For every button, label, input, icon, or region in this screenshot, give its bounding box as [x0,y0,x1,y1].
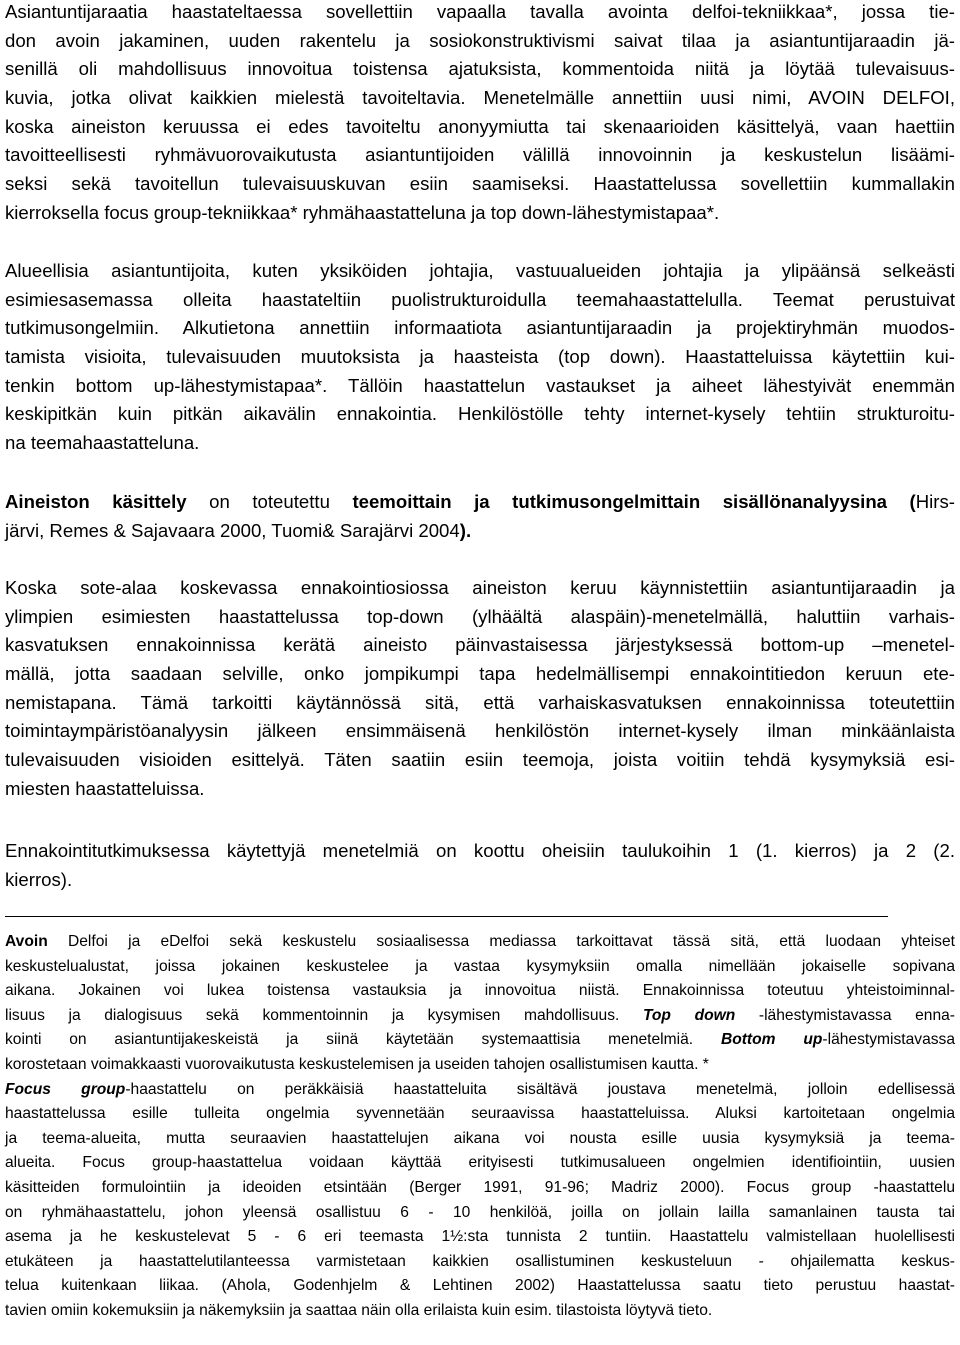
text-line: na teemahaastatteluna. [5,432,200,454]
bold-term: Avoin [5,933,48,950]
footnote-line: etukäteen ja haastattelutilanteessa varmistetaan kaikkien osallistuminen keskusteluun - ohjailematta keskus- [5,1252,955,1270]
footnote-line: korostetaan voimakkaasti vuorovaikutusta keskustelemisen ja useiden tahojen osallistumisen kautta. * [5,1055,709,1073]
text-line: seksi sekä tavoitellun tulevaisuuskuvan esiin saamiseksi. Haastattelussa sovellettiin kummallakin [5,173,955,195]
paragraph-aineiston-kasittely [5,488,955,545]
text-line: tavoitteellisesti ryhmävuorovaikutusta asiantuntijoiden välillä innovoinnin ja keskustelun lisäämi- [5,144,955,166]
text-line: tutkimusongelmiin. Alkutietona annettiin informaatiota asiantuntijaraadin ja projektiryhmän muodos- [5,317,955,339]
text-line: mällä, jotta saadaan selville, onko jompikumpi tapa hedelmällisempi ennakointitiedon keruun ete- [5,663,955,685]
text-line: Asiantuntijaraatia haastateltaessa sovellettiin vapaalla tavalla avointa delfoi-tekniikkaa*, jossa tie- [5,1,955,22]
footnote-line: ja teema-alueita, mutta seuraavien haastattelujen aikana voi nousta esille uusia kysymyksiä ja teema- [5,1129,955,1147]
text-span: on toteutettu [186,491,353,512]
paragraph-menetelmat [5,837,955,894]
text-line: Ennakointitutkimuksessa käytettyjä menetelmiä on koottu oheisiin taulukoihin 1 (1. kierros) ja 2 (2. [5,840,955,861]
bold-term: ). [459,519,472,541]
footnote-line [5,930,955,955]
bold-term: teemoittain ja tutkimusongelmittain sisällönanalyysina ( [352,491,916,512]
footnote [5,930,955,1324]
footnote-line: alueita. Focus group-haastattelua voidaan käyttää erityisesti tutkimusalueen ongelmien identifiointiin, uusien [5,1154,955,1172]
footnote-line: telua kuitenkaan liikaa. (Ahola, Godenhjelm & Lehtinen 2002) Haastattelussa saatu tieto perustuu haastat- [5,1277,955,1295]
footnote-separator [5,916,888,917]
text-line: senillä oli mahdollisuus innovoitua toistensa ajatuksista, kommentoida niitä ja löytää tulevaisuus- [5,58,955,80]
footnote-line: on ryhmähaastattelu, johon yleensä osallistuu 6 - 10 henkilöä, joilla on jollain lailla samanlainen tausta tai [5,1203,955,1221]
footnote-line: keskustelualustat, joissa jokainen keskustelee ja vastaa kysymyksiin omalla nimellään jokaiselle sopivana [5,957,955,975]
text-line: ylimpien esimiesten haastattelussa top-down (ylhäältä alaspäin)-menetelmällä, haluttiin varhais- [5,605,955,627]
bold-italic-term: Focus group [5,1080,126,1098]
text-span: Delfoi ja eDelfoi sekä keskustelu sosiaalisessa mediassa tarkoittavat tässä sitä, että luodaan yhteiset [47,933,955,950]
text-line: esimiesasemassa olleita haastateltiin puolistrukturoidulla teemahaastattelulla. Teemat perustuivat [5,288,955,310]
text-line: kierros). [5,868,73,890]
text-span: järvi, Remes & Sajavaara 2000, Tuomi& Sarajärvi 2004 [5,519,460,541]
bold-term: Aineiston käsittely [5,491,187,512]
footnote-line: aikana. Jokainen voi lukea toistensa vastauksia ja innovoitua niistä. Ennakoinnissa toteutuu yhteistoiminnal- [5,982,955,1000]
text-line: tamista visioita, tulevaisuuden muutoksista ja haasteista (top down). Haastatteluissa käytettiin kui- [5,346,955,368]
paragraph-avoin-delfoi [5,0,955,228]
text-span: -lähestymistavassa [822,1031,956,1049]
bold-italic-term: Top down [642,1006,736,1024]
paragraph-alueelliset-asiantuntijat [5,257,955,458]
footnote-line [5,1028,955,1053]
text-line: kasvatuksen ennakoinnissa kerätä aineisto päinvastaisessa järjestyksessä bottom-up –menetel- [5,634,955,656]
text-line: don avoin jakaminen, uuden rakentelu ja sosiokonstruktivismi saivat tilaa ja asiantuntijaraadin jä- [5,29,955,51]
footnote-line: tavien omiin kokemuksiin ja näkemyksiin ja saattaa näin olla erilaista kuin esim. tilastoista löytyvä tieto. [5,1301,713,1319]
footnote-line: haastattelussa esille tulleita ongelmia syvennetään seuraavissa haastatteluissa. Aluksi kartoitetaan ongelmia [5,1105,955,1123]
text-line: tenkin bottom up-lähestymistapaa*. Tällöin haastattelun vastaukset ja aiheet lähestyivät enemmän [5,374,955,396]
text-line: kuvia, jotka olivat kaikkien mielestä tavoiteltavia. Menetelmälle annettiin uusi nimi, AVOIN DELFOI, [5,87,955,109]
text-line: nemistapana. Tämä tarkoitti käytännössä sitä, että varhaiskasvatuksen ennakoinnissa toteutettiin [5,691,955,713]
text-span: kointi on asiantuntijakeskeistä ja siinä käytetään systemaattisia menetelmiä. [5,1031,721,1049]
text-line: kierroksella focus group-tekniikkaa* ryhmähaastatteluna ja top down-lähestymistapaa*. [5,201,720,223]
text-line [5,517,955,546]
paragraph-sote-ennakointi [5,574,955,804]
text-line: Koska sote-alaa koskevassa ennakointiosiossa aineiston keruu käynnistettiin asiantuntijaraadin ja [5,577,955,598]
text-span: -lähestymistavassa enna- [735,1006,955,1024]
footnote-line: käsitteiden formulointiin ja ideoiden etsintään (Berger 1991, 91-96; Madriz 2000). Focus group -haastattelu [5,1178,955,1196]
text-line: tulevaisuuden visioiden esittelyä. Täten saatiin esiin teemoja, joista voitiin tehdä kysymyksiä esi- [5,749,955,771]
footnote-line: asema ja he keskustelevat 5 - 6 eri teemasta 1½:sta tunnista 2 tuntiin. Haastattelu valmistellaan huolellisesti [5,1228,955,1246]
text-span: lisuus ja dialogisuus sekä kommentoinnin ja kysymisen mahdollisuus. [5,1006,643,1024]
text-line: toimintaympäristöanalyysin jälkeen ensimmäisenä henkilöstön internet-kysely ilman minkäänlaista [5,720,955,742]
text-line: keskipitkän kuin pitkän aikavälin ennakointia. Henkilöstölle tehty internet-kysely tehtiin strukturoitu- [5,403,955,425]
text-span: Hirs- [915,491,955,512]
footnote-line [5,1078,955,1103]
text-line: koska aineiston keruussa ei edes tavoiteltu anonyymiutta tai skenaarioiden käsittelyä, vaan haettiin [5,115,955,137]
footnote-line [5,1004,955,1029]
text-line: Alueellisia asiantuntijoita, kuten yksiköiden johtajia, vastuualueiden johtajia ja ylipäänsä selkeästi [5,260,955,281]
text-span: -haastattelu on peräkkäisiä haastatteluita sisältävä joustava menetelmä, jolloin edellisessä [125,1080,955,1098]
text-line: miesten haastatteluissa. [5,777,205,799]
bold-italic-term: Bottom up [720,1031,823,1049]
text-line [5,488,955,517]
